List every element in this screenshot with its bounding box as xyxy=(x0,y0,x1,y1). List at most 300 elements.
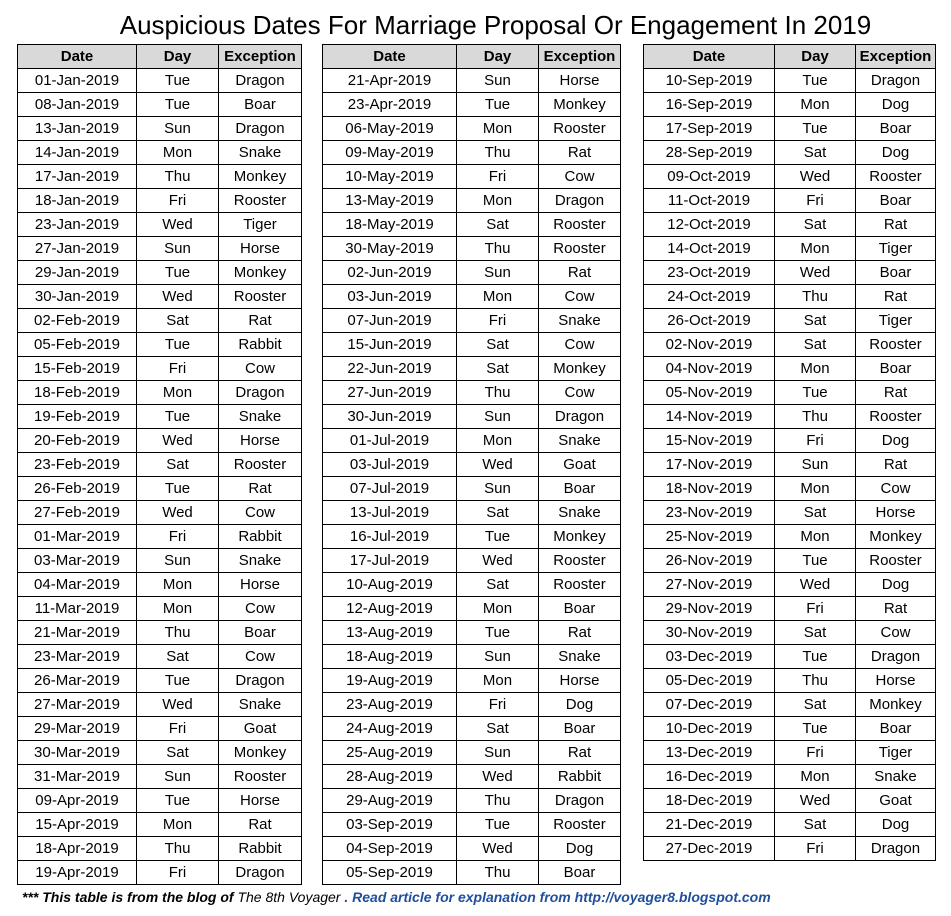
table-row xyxy=(18,165,302,189)
date-cell: 09-Apr-2019 xyxy=(18,789,137,813)
exception-cell: Monkey xyxy=(219,165,302,189)
exception-cell: Boar xyxy=(856,357,936,381)
exception-cell: Rat xyxy=(856,213,936,237)
exception-cell: Monkey xyxy=(856,525,936,549)
day-cell: Sun xyxy=(457,477,539,501)
table-row xyxy=(644,189,936,213)
exception-cell: Boar xyxy=(539,597,621,621)
exception-cell: Cow xyxy=(539,333,621,357)
date-cell: 16-Jul-2019 xyxy=(323,525,457,549)
exception-cell: Dog xyxy=(856,93,936,117)
day-cell: Sun xyxy=(457,405,539,429)
date-cell: 13-Jul-2019 xyxy=(323,501,457,525)
exception-cell: Boar xyxy=(856,261,936,285)
exception-cell: Boar xyxy=(539,717,621,741)
exception-cell: Dragon xyxy=(539,789,621,813)
day-cell: Fri xyxy=(775,189,856,213)
date-cell: 24-Oct-2019 xyxy=(644,285,775,309)
date-cell: 18-Dec-2019 xyxy=(644,789,775,813)
day-cell: Sat xyxy=(775,501,856,525)
exception-cell: Rabbit xyxy=(539,765,621,789)
table-row xyxy=(323,213,621,237)
day-cell: Fri xyxy=(775,837,856,861)
day-cell: Sat xyxy=(457,333,539,357)
exception-cell: Rooster xyxy=(219,285,302,309)
day-cell: Mon xyxy=(457,285,539,309)
table-row xyxy=(323,501,621,525)
day-cell: Fri xyxy=(457,165,539,189)
table-row xyxy=(323,165,621,189)
day-cell: Wed xyxy=(137,213,219,237)
table-row xyxy=(644,693,936,717)
day-cell: Sat xyxy=(775,213,856,237)
date-cell: 23-Feb-2019 xyxy=(18,453,137,477)
day-cell: Tue xyxy=(137,69,219,93)
date-cell: 27-Jun-2019 xyxy=(323,381,457,405)
exception-cell: Dragon xyxy=(219,861,302,885)
exception-cell: Horse xyxy=(856,501,936,525)
table-row xyxy=(18,141,302,165)
table-row xyxy=(18,477,302,501)
day-cell: Sat xyxy=(137,309,219,333)
header-row xyxy=(644,45,936,69)
table-row xyxy=(323,765,621,789)
day-cell: Mon xyxy=(137,573,219,597)
table-row xyxy=(18,765,302,789)
exception-cell: Monkey xyxy=(539,525,621,549)
table-row xyxy=(323,141,621,165)
exception-cell: Snake xyxy=(856,765,936,789)
exception-cell: Dragon xyxy=(539,405,621,429)
header-date: Date xyxy=(323,45,457,69)
table-row xyxy=(644,285,936,309)
exception-cell: Dog xyxy=(856,813,936,837)
footer-separator: . xyxy=(340,889,353,905)
table-row xyxy=(18,405,302,429)
day-cell: Mon xyxy=(775,525,856,549)
header-day: Day xyxy=(775,45,856,69)
date-cell: 10-Aug-2019 xyxy=(323,573,457,597)
day-cell: Thu xyxy=(457,237,539,261)
day-cell: Mon xyxy=(457,117,539,141)
table-row xyxy=(18,741,302,765)
date-cell: 20-Feb-2019 xyxy=(18,429,137,453)
table-row xyxy=(644,333,936,357)
page-title: Auspicious Dates For Marriage Proposal Or Engagement In 2019 xyxy=(119,10,872,40)
day-cell: Mon xyxy=(137,813,219,837)
exception-cell: Dog xyxy=(856,141,936,165)
table-row xyxy=(18,213,302,237)
date-cell: 17-Jul-2019 xyxy=(323,549,457,573)
day-cell: Sun xyxy=(457,69,539,93)
date-cell: 23-Aug-2019 xyxy=(323,693,457,717)
table-row xyxy=(644,453,936,477)
date-cell: 21-Apr-2019 xyxy=(323,69,457,93)
exception-cell: Goat xyxy=(219,717,302,741)
day-cell: Tue xyxy=(775,717,856,741)
table-row xyxy=(323,381,621,405)
exception-cell: Rat xyxy=(219,477,302,501)
date-cell: 09-Oct-2019 xyxy=(644,165,775,189)
table-row xyxy=(18,621,302,645)
exception-cell: Rat xyxy=(539,741,621,765)
header-exception: Exception xyxy=(219,45,302,69)
table-row xyxy=(644,525,936,549)
date-cell: 07-Dec-2019 xyxy=(644,693,775,717)
exception-cell: Rat xyxy=(856,381,936,405)
date-cell: 30-Jun-2019 xyxy=(323,405,457,429)
table-row xyxy=(18,813,302,837)
table-row xyxy=(18,237,302,261)
date-cell: 18-May-2019 xyxy=(323,213,457,237)
date-cell: 10-Dec-2019 xyxy=(644,717,775,741)
table-row xyxy=(18,837,302,861)
date-cell: 15-Nov-2019 xyxy=(644,429,775,453)
footer-note-prefix: *** This table is from the blog of xyxy=(22,889,238,905)
day-cell: Tue xyxy=(137,261,219,285)
date-cell: 11-Oct-2019 xyxy=(644,189,775,213)
day-cell: Wed xyxy=(137,693,219,717)
day-cell: Mon xyxy=(137,141,219,165)
table-row xyxy=(323,549,621,573)
date-cell: 13-Dec-2019 xyxy=(644,741,775,765)
table-row xyxy=(323,405,621,429)
date-cell: 28-Aug-2019 xyxy=(323,765,457,789)
date-cell: 23-Oct-2019 xyxy=(644,261,775,285)
date-cell: 16-Dec-2019 xyxy=(644,765,775,789)
table-row xyxy=(18,693,302,717)
exception-cell: Tiger xyxy=(856,741,936,765)
exception-cell: Rat xyxy=(856,597,936,621)
day-cell: Sun xyxy=(457,741,539,765)
day-cell: Tue xyxy=(137,669,219,693)
date-cell: 27-Nov-2019 xyxy=(644,573,775,597)
table-row xyxy=(323,333,621,357)
exception-cell: Cow xyxy=(219,597,302,621)
exception-cell: Monkey xyxy=(539,93,621,117)
exception-cell: Boar xyxy=(856,117,936,141)
day-cell: Tue xyxy=(137,405,219,429)
exception-cell: Tiger xyxy=(856,237,936,261)
day-cell: Thu xyxy=(457,789,539,813)
date-cell: 01-Jul-2019 xyxy=(323,429,457,453)
exception-cell: Dragon xyxy=(219,381,302,405)
exception-cell: Snake xyxy=(539,645,621,669)
day-cell: Sat xyxy=(457,357,539,381)
day-cell: Thu xyxy=(457,141,539,165)
table-row xyxy=(18,309,302,333)
date-cell: 14-Nov-2019 xyxy=(644,405,775,429)
day-cell: Thu xyxy=(137,165,219,189)
date-cell: 03-Jun-2019 xyxy=(323,285,457,309)
exception-cell: Goat xyxy=(856,789,936,813)
date-cell: 19-Apr-2019 xyxy=(18,861,137,885)
day-cell: Wed xyxy=(457,549,539,573)
exception-cell: Monkey xyxy=(856,693,936,717)
date-cell: 25-Nov-2019 xyxy=(644,525,775,549)
table-row xyxy=(323,189,621,213)
table-row xyxy=(323,309,621,333)
exception-cell: Rabbit xyxy=(219,525,302,549)
day-cell: Mon xyxy=(137,597,219,621)
table-row xyxy=(644,717,936,741)
date-cell: 15-Apr-2019 xyxy=(18,813,137,837)
exception-cell: Horse xyxy=(539,669,621,693)
exception-cell: Dragon xyxy=(856,69,936,93)
exception-cell: Rooster xyxy=(219,453,302,477)
table-row xyxy=(644,93,936,117)
exception-cell: Horse xyxy=(856,669,936,693)
day-cell: Tue xyxy=(775,549,856,573)
table-row xyxy=(18,645,302,669)
day-cell: Tue xyxy=(137,477,219,501)
date-cell: 15-Jun-2019 xyxy=(323,333,457,357)
exception-cell: Rat xyxy=(539,141,621,165)
day-cell: Mon xyxy=(775,357,856,381)
table-row xyxy=(644,765,936,789)
exception-cell: Tiger xyxy=(219,213,302,237)
exception-cell: Dragon xyxy=(219,669,302,693)
day-cell: Mon xyxy=(137,381,219,405)
table-row xyxy=(644,381,936,405)
day-cell: Sat xyxy=(775,333,856,357)
day-cell: Fri xyxy=(457,309,539,333)
day-cell: Tue xyxy=(137,93,219,117)
date-cell: 18-Apr-2019 xyxy=(18,837,137,861)
table-row xyxy=(644,501,936,525)
table-row xyxy=(323,813,621,837)
header-day: Day xyxy=(137,45,219,69)
date-cell: 30-Jan-2019 xyxy=(18,285,137,309)
exception-cell: Snake xyxy=(219,693,302,717)
footer-note xyxy=(22,887,771,907)
exception-cell: Rat xyxy=(219,813,302,837)
date-cell: 10-May-2019 xyxy=(323,165,457,189)
date-cell: 27-Mar-2019 xyxy=(18,693,137,717)
table-row xyxy=(323,525,621,549)
table-row xyxy=(323,453,621,477)
date-cell: 10-Sep-2019 xyxy=(644,69,775,93)
exception-cell: Boar xyxy=(539,477,621,501)
exception-cell: Cow xyxy=(219,501,302,525)
exception-cell: Monkey xyxy=(539,357,621,381)
day-cell: Thu xyxy=(137,621,219,645)
table-row xyxy=(18,453,302,477)
day-cell: Sat xyxy=(775,141,856,165)
day-cell: Sun xyxy=(457,261,539,285)
table-row xyxy=(323,93,621,117)
table-row xyxy=(323,597,621,621)
day-cell: Thu xyxy=(137,837,219,861)
date-cell: 18-Aug-2019 xyxy=(323,645,457,669)
exception-cell: Dog xyxy=(856,429,936,453)
exception-cell: Goat xyxy=(539,453,621,477)
exception-cell: Snake xyxy=(539,429,621,453)
exception-cell: Cow xyxy=(539,381,621,405)
table-row xyxy=(323,645,621,669)
exception-cell: Cow xyxy=(539,285,621,309)
date-cell: 30-Nov-2019 xyxy=(644,621,775,645)
date-cell: 04-Nov-2019 xyxy=(644,357,775,381)
table-row xyxy=(18,261,302,285)
table-row xyxy=(18,789,302,813)
header-exception: Exception xyxy=(856,45,936,69)
day-cell: Tue xyxy=(137,333,219,357)
date-cell: 18-Nov-2019 xyxy=(644,477,775,501)
day-cell: Wed xyxy=(137,501,219,525)
date-cell: 13-Aug-2019 xyxy=(323,621,457,645)
table-row xyxy=(644,261,936,285)
day-cell: Sat xyxy=(775,813,856,837)
table-row xyxy=(323,621,621,645)
day-cell: Sat xyxy=(775,621,856,645)
day-cell: Sun xyxy=(137,549,219,573)
date-cell: 12-Aug-2019 xyxy=(323,597,457,621)
table-row xyxy=(644,429,936,453)
day-cell: Sun xyxy=(137,237,219,261)
exception-cell: Rooster xyxy=(539,549,621,573)
table-row xyxy=(323,477,621,501)
header-date: Date xyxy=(18,45,137,69)
exception-cell: Horse xyxy=(219,429,302,453)
day-cell: Wed xyxy=(137,285,219,309)
table-row xyxy=(644,597,936,621)
day-cell: Sat xyxy=(457,573,539,597)
header-exception: Exception xyxy=(539,45,621,69)
date-cell: 18-Feb-2019 xyxy=(18,381,137,405)
exception-cell: Tiger xyxy=(856,309,936,333)
exception-cell: Rabbit xyxy=(219,333,302,357)
date-cell: 31-Mar-2019 xyxy=(18,765,137,789)
day-cell: Mon xyxy=(457,669,539,693)
exception-cell: Snake xyxy=(219,141,302,165)
date-cell: 19-Feb-2019 xyxy=(18,405,137,429)
table-row xyxy=(18,597,302,621)
dates-table-3 xyxy=(643,44,936,861)
table-row xyxy=(323,669,621,693)
exception-cell: Boar xyxy=(219,621,302,645)
date-cell: 29-Mar-2019 xyxy=(18,717,137,741)
exception-cell: Rooster xyxy=(219,765,302,789)
table-row xyxy=(18,525,302,549)
exception-cell: Dog xyxy=(539,837,621,861)
date-cell: 03-Sep-2019 xyxy=(323,813,457,837)
day-cell: Thu xyxy=(457,861,539,885)
exception-cell: Boar xyxy=(539,861,621,885)
exception-cell: Boar xyxy=(856,717,936,741)
date-cell: 23-Mar-2019 xyxy=(18,645,137,669)
date-cell: 08-Jan-2019 xyxy=(18,93,137,117)
exception-cell: Cow xyxy=(219,357,302,381)
day-cell: Wed xyxy=(775,789,856,813)
table-row xyxy=(644,621,936,645)
table-row xyxy=(323,573,621,597)
date-cell: 29-Jan-2019 xyxy=(18,261,137,285)
date-cell: 27-Dec-2019 xyxy=(644,837,775,861)
day-cell: Wed xyxy=(137,429,219,453)
table-row xyxy=(323,117,621,141)
day-cell: Mon xyxy=(775,237,856,261)
exception-cell: Rooster xyxy=(539,213,621,237)
table-row xyxy=(18,717,302,741)
table-row xyxy=(323,861,621,885)
exception-cell: Dragon xyxy=(219,117,302,141)
exception-cell: Dragon xyxy=(856,837,936,861)
exception-cell: Cow xyxy=(219,645,302,669)
date-cell: 05-Sep-2019 xyxy=(323,861,457,885)
date-cell: 29-Nov-2019 xyxy=(644,597,775,621)
table-row xyxy=(18,861,302,885)
day-cell: Mon xyxy=(775,93,856,117)
exception-cell: Horse xyxy=(219,237,302,261)
day-cell: Fri xyxy=(457,693,539,717)
footer-link[interactable]: Read article for explanation from http://voyager8.blogspot.com xyxy=(352,889,771,905)
table-row xyxy=(644,837,936,861)
exception-cell: Cow xyxy=(856,621,936,645)
date-cell: 03-Mar-2019 xyxy=(18,549,137,573)
date-cell: 01-Jan-2019 xyxy=(18,69,137,93)
table-row xyxy=(644,669,936,693)
date-cell: 17-Sep-2019 xyxy=(644,117,775,141)
table-row xyxy=(323,69,621,93)
date-cell: 28-Sep-2019 xyxy=(644,141,775,165)
day-cell: Sat xyxy=(457,213,539,237)
day-cell: Tue xyxy=(137,789,219,813)
table-row xyxy=(644,165,936,189)
day-cell: Mon xyxy=(775,765,856,789)
date-cell: 23-Apr-2019 xyxy=(323,93,457,117)
table-row xyxy=(18,333,302,357)
date-cell: 30-Mar-2019 xyxy=(18,741,137,765)
day-cell: Mon xyxy=(457,189,539,213)
day-cell: Fri xyxy=(137,525,219,549)
day-cell: Sat xyxy=(137,645,219,669)
day-cell: Sat xyxy=(137,741,219,765)
exception-cell: Rat xyxy=(539,261,621,285)
date-cell: 23-Nov-2019 xyxy=(644,501,775,525)
exception-cell: Rooster xyxy=(539,813,621,837)
date-cell: 18-Jan-2019 xyxy=(18,189,137,213)
day-cell: Tue xyxy=(457,93,539,117)
table-row xyxy=(644,309,936,333)
day-cell: Sat xyxy=(775,309,856,333)
exception-cell: Rooster xyxy=(539,237,621,261)
dates-table-2 xyxy=(322,44,621,885)
date-cell: 14-Jan-2019 xyxy=(18,141,137,165)
date-cell: 04-Sep-2019 xyxy=(323,837,457,861)
exception-cell: Rooster xyxy=(219,189,302,213)
table-row xyxy=(644,645,936,669)
date-cell: 26-Oct-2019 xyxy=(644,309,775,333)
exception-cell: Dragon xyxy=(856,645,936,669)
date-cell: 02-Nov-2019 xyxy=(644,333,775,357)
day-cell: Sat xyxy=(457,501,539,525)
day-cell: Thu xyxy=(457,381,539,405)
day-cell: Thu xyxy=(775,405,856,429)
exception-cell: Boar xyxy=(219,93,302,117)
dates-table-1 xyxy=(17,44,302,885)
day-cell: Mon xyxy=(457,597,539,621)
table-row xyxy=(644,213,936,237)
table-row xyxy=(644,813,936,837)
day-cell: Sun xyxy=(137,765,219,789)
day-cell: Sat xyxy=(775,693,856,717)
day-cell: Fri xyxy=(137,357,219,381)
table-row xyxy=(644,789,936,813)
table-row xyxy=(644,357,936,381)
table-row xyxy=(18,93,302,117)
table-row xyxy=(323,717,621,741)
